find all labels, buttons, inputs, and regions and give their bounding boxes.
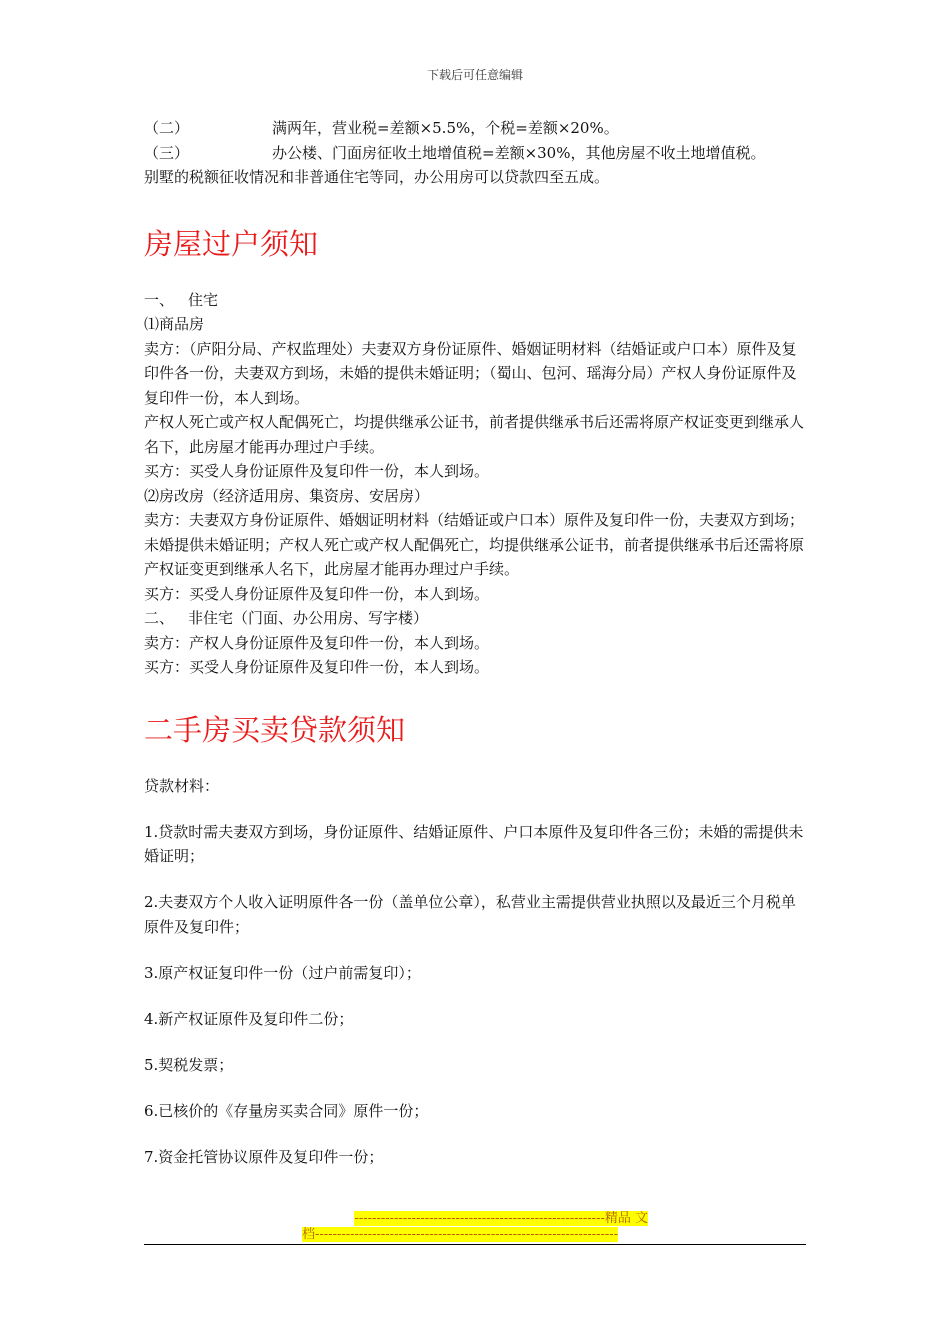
loan-item-1: 1.贷款时需夫妻双方到场，身份证原件、结婚证原件、户口本原件及复印件各三份；未婚的需提供未婚证明； xyxy=(144,822,804,865)
loan-item-3: 3.原产权证复印件一份（过户前需复印）； xyxy=(144,963,421,982)
intro-item-3-number: （三） xyxy=(144,143,190,162)
nonresidential-label: 非住宅（门面、办公用房、写字楼） xyxy=(188,609,429,627)
footer-line-2 xyxy=(302,1227,648,1243)
residential-mark: 一、 xyxy=(144,290,175,309)
footer-divider xyxy=(144,1244,806,1245)
seller-requirements-2: 卖方：夫妻双方身份证原件、婚姻证明材料（结婚证或户口本）原件及复印件一份，夫妻双方到场；未婚提供未婚证明；产权人死亡或产权人配偶死亡，均提供继承公证书，前者提供继承书后还需将原产权证变更到继承人名下，此房屋才能再办理过户手续。 xyxy=(144,511,805,578)
deceased-owner-note: 产权人死亡或产权人配偶死亡，均提供继承公证书，前者提供继承书后还需将原产权证变更到继承人名下，此房屋才能再办理过户手续。 xyxy=(144,413,805,456)
commercial-housing-label: ⑴商品房 xyxy=(144,315,205,333)
footer-line-2-text: 档--------------------------------------------------------------------- xyxy=(302,1227,619,1242)
page-footer xyxy=(302,1211,648,1243)
nonresidential-heading xyxy=(144,606,808,631)
seller-requirements-3: 卖方：产权人身份证原件及复印件一份，本人到场。 xyxy=(144,633,490,652)
loan-item-4: 4.新产权证原件及复印件二份； xyxy=(144,1009,354,1028)
residential-heading xyxy=(144,288,808,313)
loan-item-6: 6.已核价的《存量房买卖合同》原件一份； xyxy=(144,1101,429,1120)
villa-paragraph: 别墅的税额征收情况和非普通住宅等同，办公用房可以贷款四至五成。 xyxy=(144,168,610,186)
seller-requirements-1: 卖方：（庐阳分局、产权监理处）夫妻双方身份证原件、婚姻证明材料（结婚证或户口本）原件及复印件各一份，夫妻双方到场，未婚的提供未婚证明；（蜀山、包河、瑶海分局）产权人身份证原件及复印件一份，本人到场。 xyxy=(144,339,797,407)
loan-materials-label: 贷款材料： xyxy=(144,776,220,795)
loan-item-2: 2.夫妻双方个人收入证明原件各一份（盖单位公章），私营业主需提供营业执照以及最近三个月税单原件及复印件； xyxy=(144,893,796,936)
loan-item-7: 7.资金托管协议原件及复印件一份； xyxy=(144,1147,384,1166)
page-header: 下载后可任意编辑 xyxy=(426,68,523,82)
intro-item-2-text: 满两年，营业税=差额×5.5%，个税=差额×20%。 xyxy=(272,119,619,137)
nonresidential-mark: 二、 xyxy=(144,609,175,627)
buyer-requirements-3: 买方：买受人身份证原件及复印件一份，本人到场。 xyxy=(144,658,490,676)
document-body xyxy=(144,116,808,1191)
buyer-requirements-2: 买方：买受人身份证原件及复印件一份，本人到场。 xyxy=(144,584,490,603)
intro-item-3 xyxy=(144,141,808,166)
loan-item-5: 5.契税发票； xyxy=(144,1055,234,1074)
footer-line-1 xyxy=(302,1211,648,1227)
footer-line-1-text: ---------------------------------------------------------精品 文 xyxy=(354,1211,648,1226)
residential-label: 住宅 xyxy=(188,290,219,309)
intro-item-2 xyxy=(144,116,808,141)
intro-item-3-text: 办公楼、门面房征收土地增值税=差额×30%，其他房屋不收土地增值税。 xyxy=(272,143,766,162)
intro-item-2-number: （二） xyxy=(144,119,190,137)
section-title-transfer: 房屋过户须知 xyxy=(144,226,319,261)
buyer-requirements-1: 买方：买受人身份证原件及复印件一份，本人到场。 xyxy=(144,462,490,480)
section-title-loan: 二手房买卖贷款须知 xyxy=(144,712,406,747)
reform-housing-label: ⑵房改房（经济适用房、集资房、安居房） xyxy=(144,486,430,505)
